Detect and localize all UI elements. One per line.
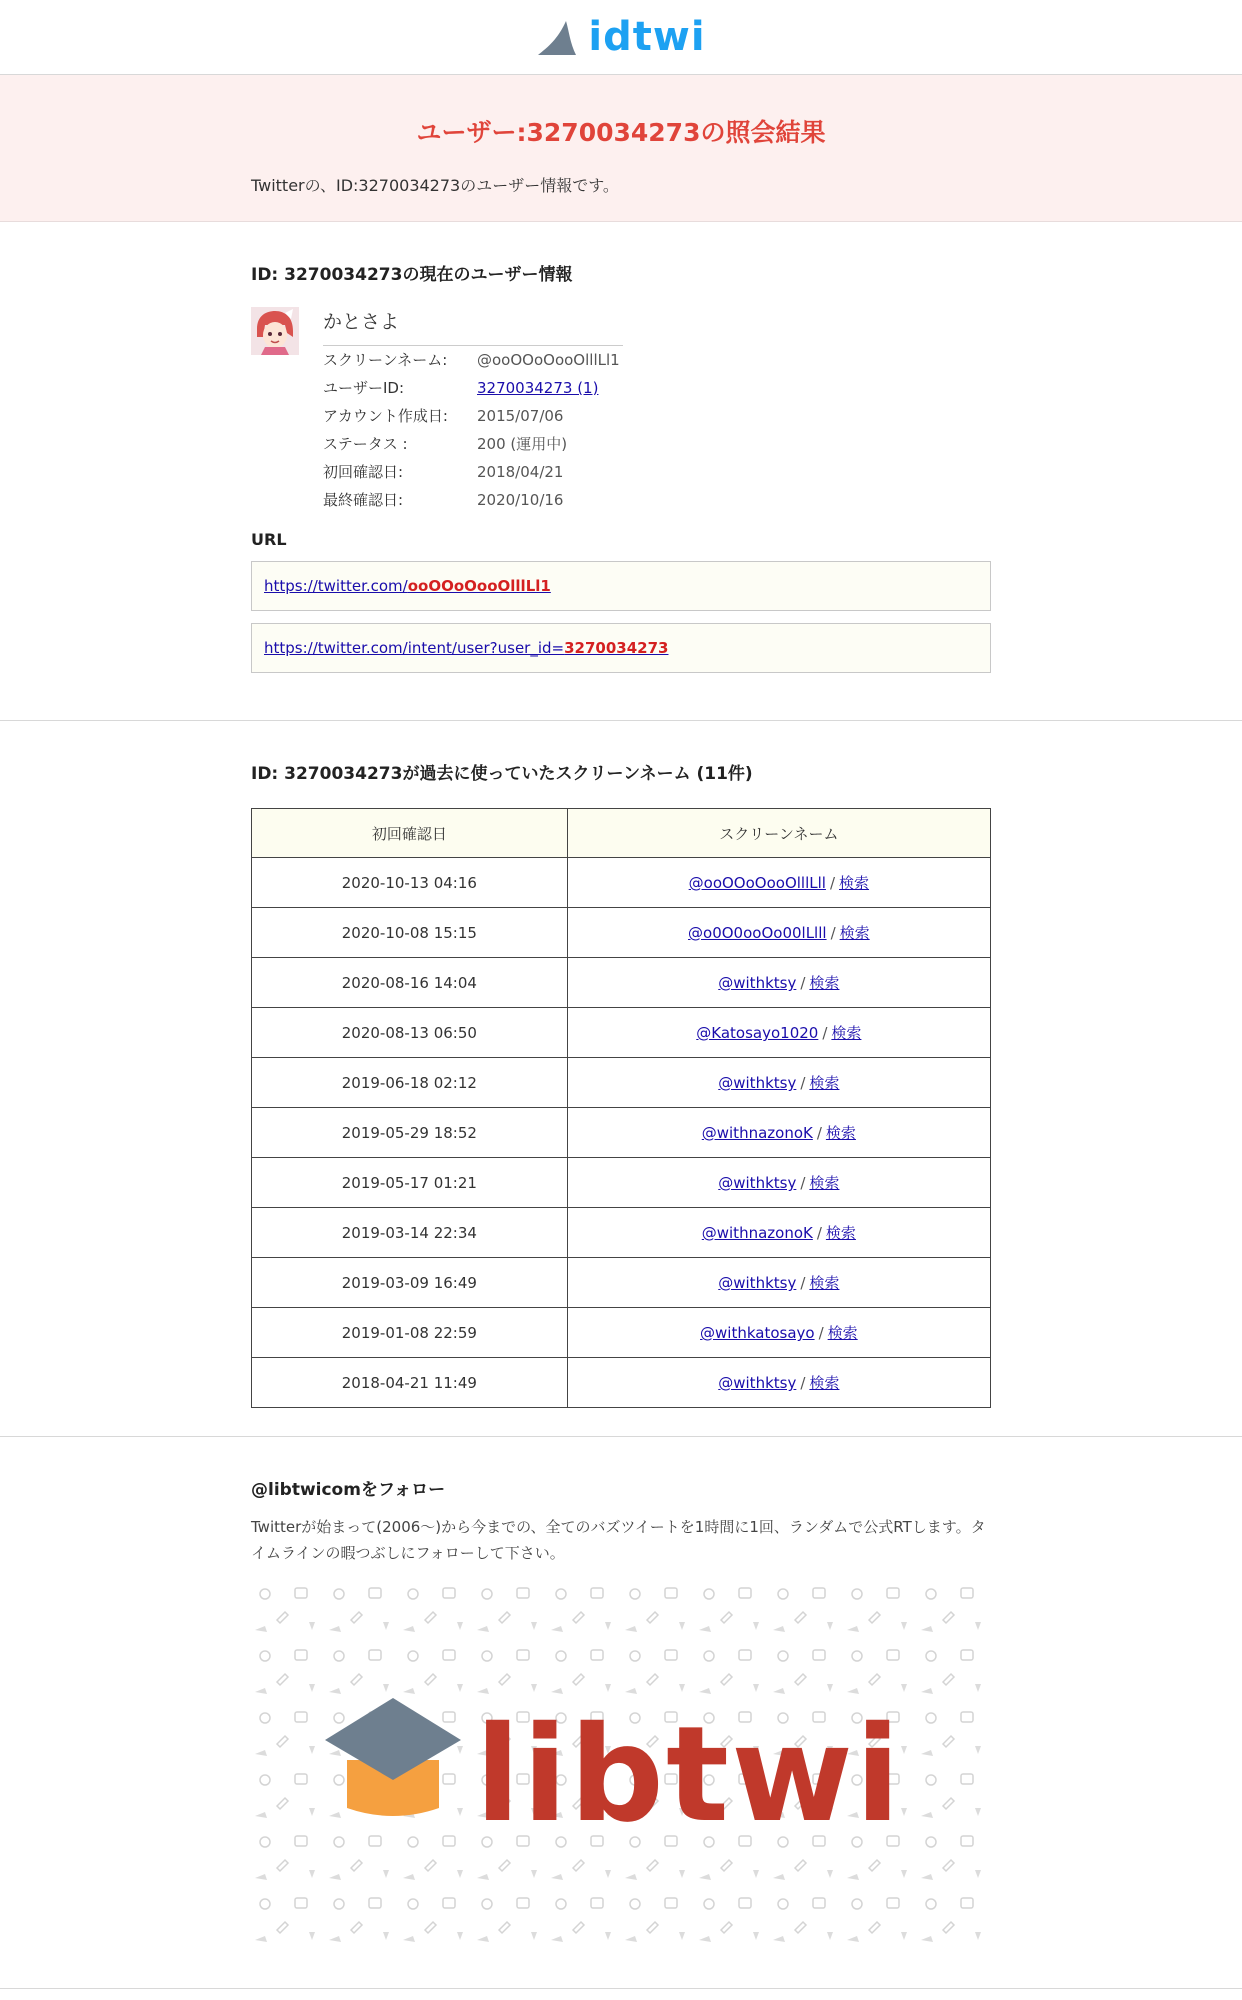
history-section (0, 721, 1242, 1437)
first-seen-cell: 2020-08-16 14:04 (252, 958, 568, 1008)
separator: / (816, 1124, 822, 1142)
table-row (252, 1208, 991, 1258)
separator: / (816, 1224, 822, 1242)
table-row (252, 858, 991, 908)
screen-name-link[interactable]: @withkatosayo (700, 1324, 815, 1342)
table-row (252, 1108, 991, 1158)
logo-text: idtwi (588, 14, 706, 60)
separator: / (800, 1374, 806, 1392)
url-prefix: https://twitter.com/intent/user?user_id= (264, 639, 565, 657)
screen-name-cell (567, 1208, 990, 1258)
search-link[interactable]: 検索 (809, 1274, 840, 1292)
screen-name-link[interactable]: @o0O0ooOo00lLlll (688, 924, 827, 942)
separator: / (800, 1274, 806, 1292)
screen-name-link[interactable]: @withktsy (718, 1174, 797, 1192)
profile-card (251, 307, 991, 514)
column-header-first-seen: 初回確認日 (252, 809, 568, 858)
field-label: 初回確認日: (323, 463, 404, 481)
screen-name-cell (567, 1008, 990, 1058)
profile-url-link[interactable] (264, 577, 551, 595)
table-row (252, 1358, 991, 1408)
table-row (252, 1308, 991, 1358)
user-id-link[interactable]: 3270034273 (1) (477, 379, 599, 397)
screen-name-link[interactable]: @withnazonoK (701, 1224, 813, 1242)
field-label: アカウント作成日: (323, 407, 448, 425)
field-value: @ooOOoOooOlllLl1 (477, 351, 620, 369)
column-header-screen-name: スクリーンネーム (567, 809, 990, 858)
page-description: Twitterの、ID:3270034273のユーザー情報です。 (251, 176, 619, 195)
field-label: 最終確認日: (323, 491, 404, 509)
url-prefix: https://twitter.com/ (264, 577, 408, 595)
screen-name-cell (567, 1308, 990, 1358)
result-banner (0, 75, 1242, 222)
first-seen-cell: 2019-03-14 22:34 (252, 1208, 568, 1258)
separator: / (800, 1174, 806, 1192)
separator: / (829, 874, 836, 892)
intent-url-link[interactable] (264, 639, 668, 657)
url-highlight: ooOOoOooOlllLl1 (407, 577, 551, 595)
screen-name-link[interactable]: @withktsy (718, 1374, 797, 1392)
search-link[interactable]: 検索 (809, 1374, 840, 1392)
field-status (323, 430, 623, 458)
url-heading: URL (251, 530, 287, 549)
first-seen-cell: 2020-10-08 15:15 (252, 908, 568, 958)
banner-text: libtwi (475, 1698, 903, 1852)
screen-name-link[interactable]: @withnazonoK (701, 1124, 813, 1142)
site-logo[interactable] (536, 14, 705, 60)
screen-name-link[interactable]: @Katosayo1020 (696, 1024, 819, 1042)
history-table-body (252, 858, 991, 1408)
first-seen-cell: 2018-04-21 11:49 (252, 1358, 568, 1408)
table-row (252, 1158, 991, 1208)
page-title: ユーザー:3270034273の照会結果 (416, 118, 826, 147)
first-seen-cell: 2019-05-17 01:21 (252, 1158, 568, 1208)
first-seen-cell: 2019-05-29 18:52 (252, 1108, 568, 1158)
history-heading: ID: 3270034273が過去に使っていたスクリーンネーム (11件) (251, 764, 753, 784)
screen-name-link[interactable]: @withktsy (718, 974, 797, 992)
current-info-heading: ID: 3270034273の現在のユーザー情報 (251, 265, 573, 285)
separator: / (800, 974, 806, 992)
screen-name-link[interactable]: @withktsy (718, 1074, 797, 1092)
separator: / (830, 924, 836, 942)
field-last-seen (323, 486, 623, 514)
table-row (252, 1058, 991, 1108)
separator: / (822, 1024, 828, 1042)
table-header-row (252, 809, 991, 858)
shark-fin-icon (536, 17, 584, 57)
table-row (252, 908, 991, 958)
field-label: スクリーンネーム: (323, 351, 448, 369)
url-highlight: 3270034273 (564, 639, 669, 657)
search-link[interactable]: 検索 (809, 1174, 840, 1192)
current-info-section (0, 222, 1242, 721)
screen-name-cell (567, 1358, 990, 1408)
screen-name-cell (567, 858, 990, 908)
screen-name-link[interactable]: @withktsy (718, 1274, 797, 1292)
field-first-seen (323, 458, 623, 486)
avatar (251, 307, 299, 355)
field-label: ユーザーID: (323, 379, 405, 397)
screen-name-link[interactable]: @ooOOoOooOlllLll (688, 874, 826, 892)
screen-name-cell (567, 1108, 990, 1158)
field-value: 2018/04/21 (477, 463, 564, 481)
search-link[interactable]: 検索 (809, 974, 840, 992)
field-user-id (323, 374, 623, 402)
screen-name-cell (567, 1058, 990, 1108)
first-seen-cell: 2019-06-18 02:12 (252, 1058, 568, 1108)
display-name: かとさよ (323, 307, 623, 346)
separator: / (800, 1074, 806, 1092)
field-created-date (323, 402, 623, 430)
history-table (251, 808, 991, 1408)
screen-name-cell (567, 1258, 990, 1308)
profile-url-box (251, 561, 991, 611)
search-link[interactable]: 検索 (825, 1224, 856, 1242)
field-value: 2020/10/16 (477, 491, 564, 509)
search-link[interactable]: 検索 (839, 874, 870, 892)
table-row (252, 1008, 991, 1058)
first-seen-cell: 2020-08-13 06:50 (252, 1008, 568, 1058)
search-link[interactable]: 検索 (831, 1024, 862, 1042)
table-row (252, 1258, 991, 1308)
field-screen-name (323, 346, 623, 374)
libtwi-banner[interactable] (251, 1580, 991, 1950)
first-seen-cell: 2019-03-09 16:49 (252, 1258, 568, 1308)
search-link[interactable]: 検索 (809, 1074, 840, 1092)
search-link[interactable]: 検索 (827, 1324, 858, 1342)
field-value: 200 (運用中) (477, 435, 568, 453)
field-label: ステータス : (323, 435, 408, 453)
follow-description: Twitterが始まって(2006〜)から今までの、全てのバズツイートを1時間に1回、ランダムで公式RTします。タイムラインの暇つぶしにフォローして下さい。 (251, 1518, 986, 1562)
screen-name-cell (567, 958, 990, 1008)
follow-section (0, 1437, 1242, 1989)
site-header (0, 0, 1242, 75)
first-seen-cell: 2020-10-13 04:16 (252, 858, 568, 908)
search-link[interactable]: 検索 (825, 1124, 856, 1142)
first-seen-cell: 2019-01-08 22:59 (252, 1308, 568, 1358)
table-row (252, 958, 991, 1008)
field-value: 2015/07/06 (477, 407, 564, 425)
search-link[interactable]: 検索 (839, 924, 870, 942)
follow-heading: @libtwicomをフォロー (251, 1480, 446, 1500)
separator: / (818, 1324, 824, 1342)
screen-name-cell (567, 1158, 990, 1208)
intent-url-box (251, 623, 991, 673)
screen-name-cell (567, 908, 990, 958)
